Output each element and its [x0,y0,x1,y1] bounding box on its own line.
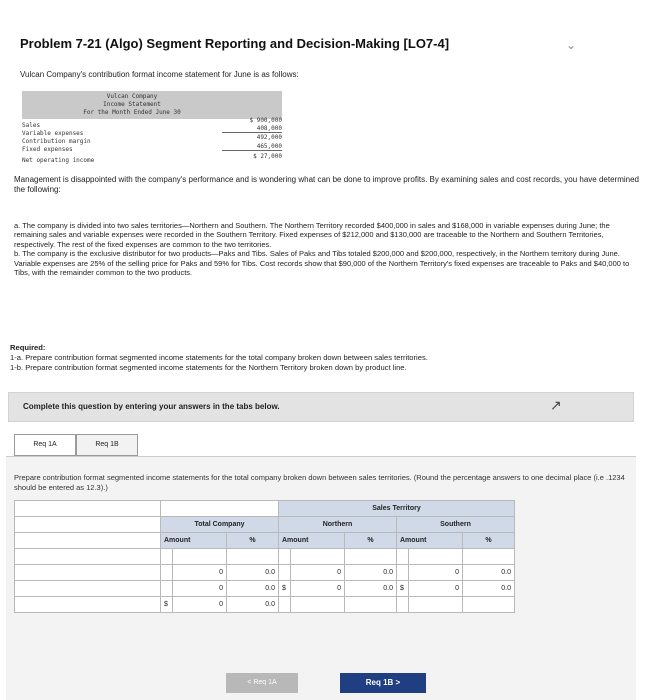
cursor-icon: ↗ [550,397,562,413]
table-row: $ 0 0.0 [15,597,515,613]
intro-text: Vulcan Company's contribution format income statement for June is as follows: [20,70,299,79]
row-label-input[interactable] [15,549,161,565]
pct-cell[interactable] [227,549,279,565]
statement-company: Vulcan Company [106,93,158,100]
table-row: 0 0.0 $ 0 0.0 $ 0 0.0 [15,581,515,597]
statement-row-value: 465,000 [222,143,282,151]
amount-input[interactable] [409,549,463,565]
statement-row-value: $ 27,000 [253,153,282,160]
required-section [10,343,640,373]
pct-cell[interactable] [345,597,397,613]
row-label-input[interactable] [15,597,161,613]
pct-cell[interactable]: 0.0 [227,597,279,613]
amount-input[interactable] [291,597,345,613]
southern-header: Southern [397,517,515,533]
instruction-banner [8,392,634,422]
amount-input[interactable]: 0 [173,597,227,613]
prev-button[interactable]: < Req 1A [226,673,298,693]
fact-b: b. The company is the exclusive distributor for two products—Paks and Tibs. Sales of Paks and Tibs totaled $200,000 and $200,000, respectively, in the Northern territory during June. Variable expenses are 25% of the selling price for Paks and 59% for Tibs. Cost records show that $90,000 of the Northern Territory's fixed expenses are traceable to Paks and $40,000 to Tibs, with the remainder common to the two products. [14,249,630,278]
total-company-header: Total Company [161,517,279,533]
pct-cell[interactable] [463,549,515,565]
statement-name: Income Statement [103,101,161,108]
next-button[interactable]: Req 1B > [340,673,426,693]
amount-input[interactable]: 0 [409,565,463,581]
amount-header: Amount [397,533,463,549]
statement-row-label: Fixed expenses [22,146,73,153]
amount-input[interactable] [409,597,463,613]
statement-row-label: Contribution margin [22,138,91,145]
statement-row-label: Variable expenses [22,130,84,137]
income-statement [22,91,282,167]
amount-input[interactable] [291,549,345,565]
statement-row-label: Net operating income [22,157,95,164]
pct-cell[interactable] [345,549,397,565]
amount-header: Amount [161,533,227,549]
pct-cell[interactable]: 0.0 [227,581,279,597]
chevron-down-icon[interactable]: ⌄ [566,38,577,52]
amount-input[interactable]: 0 [409,581,463,597]
pct-header: % [227,533,279,549]
row-label-input[interactable] [15,581,161,597]
amount-input[interactable]: 0 [291,565,345,581]
amount-input[interactable]: 0 [173,581,227,597]
tab-panel [6,456,636,700]
tab-req-1b[interactable]: Req 1B [76,434,138,456]
statement-period: For the Month Ended June 30 [83,109,181,116]
pct-header: % [463,533,515,549]
row-label-input[interactable] [15,565,161,581]
pct-cell[interactable]: 0.0 [345,581,397,597]
narrative-text: Management is disappointed with the company's performance and is wondering what can be done to improve profits. By examining sales and cost records, you have determined the following: [14,175,639,194]
pct-cell[interactable]: 0.0 [227,565,279,581]
amount-header: Amount [279,533,345,549]
pct-cell[interactable] [463,597,515,613]
sales-territory-header: Sales Territory [279,501,515,517]
pct-cell[interactable]: 0.0 [345,565,397,581]
pct-cell[interactable]: 0.0 [463,565,515,581]
required-item: 1-a. Prepare contribution format segmented income statements for the total company broken down between sales territories. [10,353,428,362]
northern-header: Northern [279,517,397,533]
fact-a: a. The company is divided into two sales territories—Northern and Southern. The Northern Territory recorded $400,000 in sales and $168,000 in variable expenses during June; the remaining sales and variable expenses were recorded in the Southern Territory. Fixed expenses of $212,000 and $130,000 are traceable to the Northern and Southern Territories, respectively. The rest of the fixed expenses are common to the two territories. [14,221,610,249]
amount-input[interactable]: 0 [173,565,227,581]
facts-list [14,221,640,277]
statement-row-value: $ 900,000 [249,117,282,124]
segment-table [14,500,515,613]
statement-row-value: 408,000 [222,125,282,133]
table-row [15,565,515,581]
page-title: Problem 7-21 (Algo) Segment Reporting and Decision-Making [LO7-4] [20,36,450,51]
required-item: 1-b. Prepare contribution format segmented income statements for the Northern Territory broken down by product line. [10,363,407,372]
banner-text: Complete this question by entering your answers in the tabs below. [23,402,280,411]
statement-header [22,91,282,119]
pct-header: % [345,533,397,549]
amount-input[interactable]: 0 [291,581,345,597]
required-heading: Required: [10,343,46,352]
amount-input[interactable] [173,549,227,565]
statement-row-value: 492,000 [256,134,282,141]
prompt-text: Prepare contribution format segmented income statements for the total company broken down between sales territories. (Round the percentage answers to one decimal place (i.e .1234 should be entered as 12.3).) [14,473,625,492]
tab-req-1a[interactable]: Req 1A [14,434,76,456]
pct-cell[interactable]: 0.0 [463,581,515,597]
statement-row-label: Sales [22,122,41,129]
table-row [15,549,515,565]
